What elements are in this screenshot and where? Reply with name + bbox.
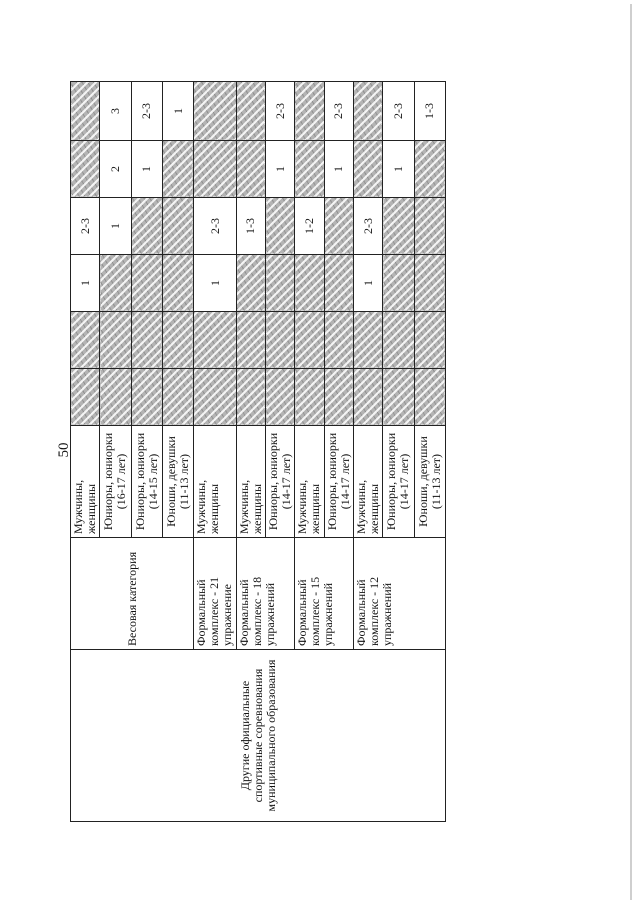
shaded-cell (194, 312, 236, 369)
discipline-cell: Формальный комплекс - 18 упражнений (236, 538, 295, 650)
shaded-cell (353, 369, 382, 426)
shaded-cell (324, 312, 353, 369)
age-group-cell: Мужчины, женщины (194, 426, 236, 538)
shaded-cell (162, 141, 193, 198)
value-cell: 1-3 (414, 82, 445, 141)
competition-table (70, 81, 446, 822)
page-number: 50 (56, 442, 72, 458)
shaded-cell (414, 141, 445, 198)
value-cell: 1 (383, 141, 414, 198)
shaded-cell (71, 82, 100, 141)
value-cell: 1-2 (295, 198, 324, 255)
shaded-cell (266, 198, 295, 255)
value-cell: 2-3 (131, 82, 162, 141)
age-group-cell: Юниоры, юниорки (14-17 лет) (324, 426, 353, 538)
value-cell: 2-3 (383, 82, 414, 141)
shaded-cell (162, 312, 193, 369)
shaded-cell (131, 312, 162, 369)
discipline-cell: Формальный комплекс - 15 упражнений (295, 538, 354, 650)
shaded-cell (383, 312, 414, 369)
shaded-cell (236, 82, 265, 141)
shaded-cell (162, 255, 193, 312)
shaded-cell (266, 255, 295, 312)
shaded-cell (414, 255, 445, 312)
rotated-table-container (70, 82, 446, 822)
shaded-cell (383, 198, 414, 255)
section-label: Другие официальные спортивные соревнования муниципального образования (71, 650, 446, 822)
value-cell: 2-3 (71, 198, 100, 255)
age-group-cell: Юниоры, юниорки (14-17 лет) (383, 426, 414, 538)
age-group-cell: Юниоры, юниорки (16-17 лет) (100, 426, 131, 538)
shaded-cell (100, 312, 131, 369)
shaded-cell (131, 369, 162, 426)
shaded-cell (162, 198, 193, 255)
shaded-cell (295, 369, 324, 426)
shaded-cell (236, 255, 265, 312)
shaded-cell (194, 369, 236, 426)
value-cell: 2 (100, 141, 131, 198)
shaded-cell (71, 141, 100, 198)
shaded-cell (295, 141, 324, 198)
age-group-cell: Юниоры, юниорки (14-15 лет) (131, 426, 162, 538)
shaded-cell (353, 82, 382, 141)
value-cell: 1 (266, 141, 295, 198)
shaded-cell (295, 82, 324, 141)
shaded-cell (266, 312, 295, 369)
value-cell: 2-3 (266, 82, 295, 141)
shaded-cell (383, 255, 414, 312)
age-group-cell: Мужчины, женщины (236, 426, 265, 538)
shaded-cell (414, 198, 445, 255)
value-cell: 1 (100, 198, 131, 255)
shaded-cell (324, 255, 353, 312)
shaded-cell (100, 255, 131, 312)
shaded-cell (236, 369, 265, 426)
shaded-cell (236, 312, 265, 369)
shaded-cell (131, 198, 162, 255)
shaded-cell (266, 369, 295, 426)
value-cell: 1-3 (236, 198, 265, 255)
shaded-cell (71, 369, 100, 426)
age-group-cell: Мужчины, женщины (71, 426, 100, 538)
shaded-cell (414, 312, 445, 369)
table-row (71, 82, 100, 822)
age-group-cell: Юниоры, юниорки (14-17 лет) (266, 426, 295, 538)
shaded-cell (414, 369, 445, 426)
shaded-cell (194, 141, 236, 198)
value-cell: 1 (131, 141, 162, 198)
shaded-cell (383, 369, 414, 426)
shaded-cell (71, 312, 100, 369)
value-cell: 2-3 (324, 82, 353, 141)
shaded-cell (162, 369, 193, 426)
table-body (71, 82, 446, 822)
shaded-cell (324, 198, 353, 255)
shaded-cell (236, 141, 265, 198)
discipline-cell: Формальный комплекс - 21 упражнение (194, 538, 236, 650)
shaded-cell (295, 312, 324, 369)
age-group-cell: Юноши, девушки (11-13 лет) (414, 426, 445, 538)
age-group-cell: Юноши, девушки (11-13 лет) (162, 426, 193, 538)
shaded-cell (353, 141, 382, 198)
value-cell: 1 (162, 82, 193, 141)
value-cell: 2-3 (194, 198, 236, 255)
shaded-cell (100, 369, 131, 426)
value-cell: 2-3 (353, 198, 382, 255)
discipline-cell: Формальный комплекс - 12 упражнений (353, 538, 445, 650)
value-cell: 1 (194, 255, 236, 312)
shaded-cell (324, 369, 353, 426)
age-group-cell: Мужчины, женщины (353, 426, 382, 538)
value-cell: 1 (324, 141, 353, 198)
shaded-cell (131, 255, 162, 312)
age-group-cell: Мужчины, женщины (295, 426, 324, 538)
discipline-cell: Весовая категория (71, 538, 194, 650)
shaded-cell (194, 82, 236, 141)
value-cell: 1 (71, 255, 100, 312)
value-cell: 1 (353, 255, 382, 312)
shaded-cell (353, 312, 382, 369)
value-cell: 3 (100, 82, 131, 141)
shaded-cell (295, 255, 324, 312)
